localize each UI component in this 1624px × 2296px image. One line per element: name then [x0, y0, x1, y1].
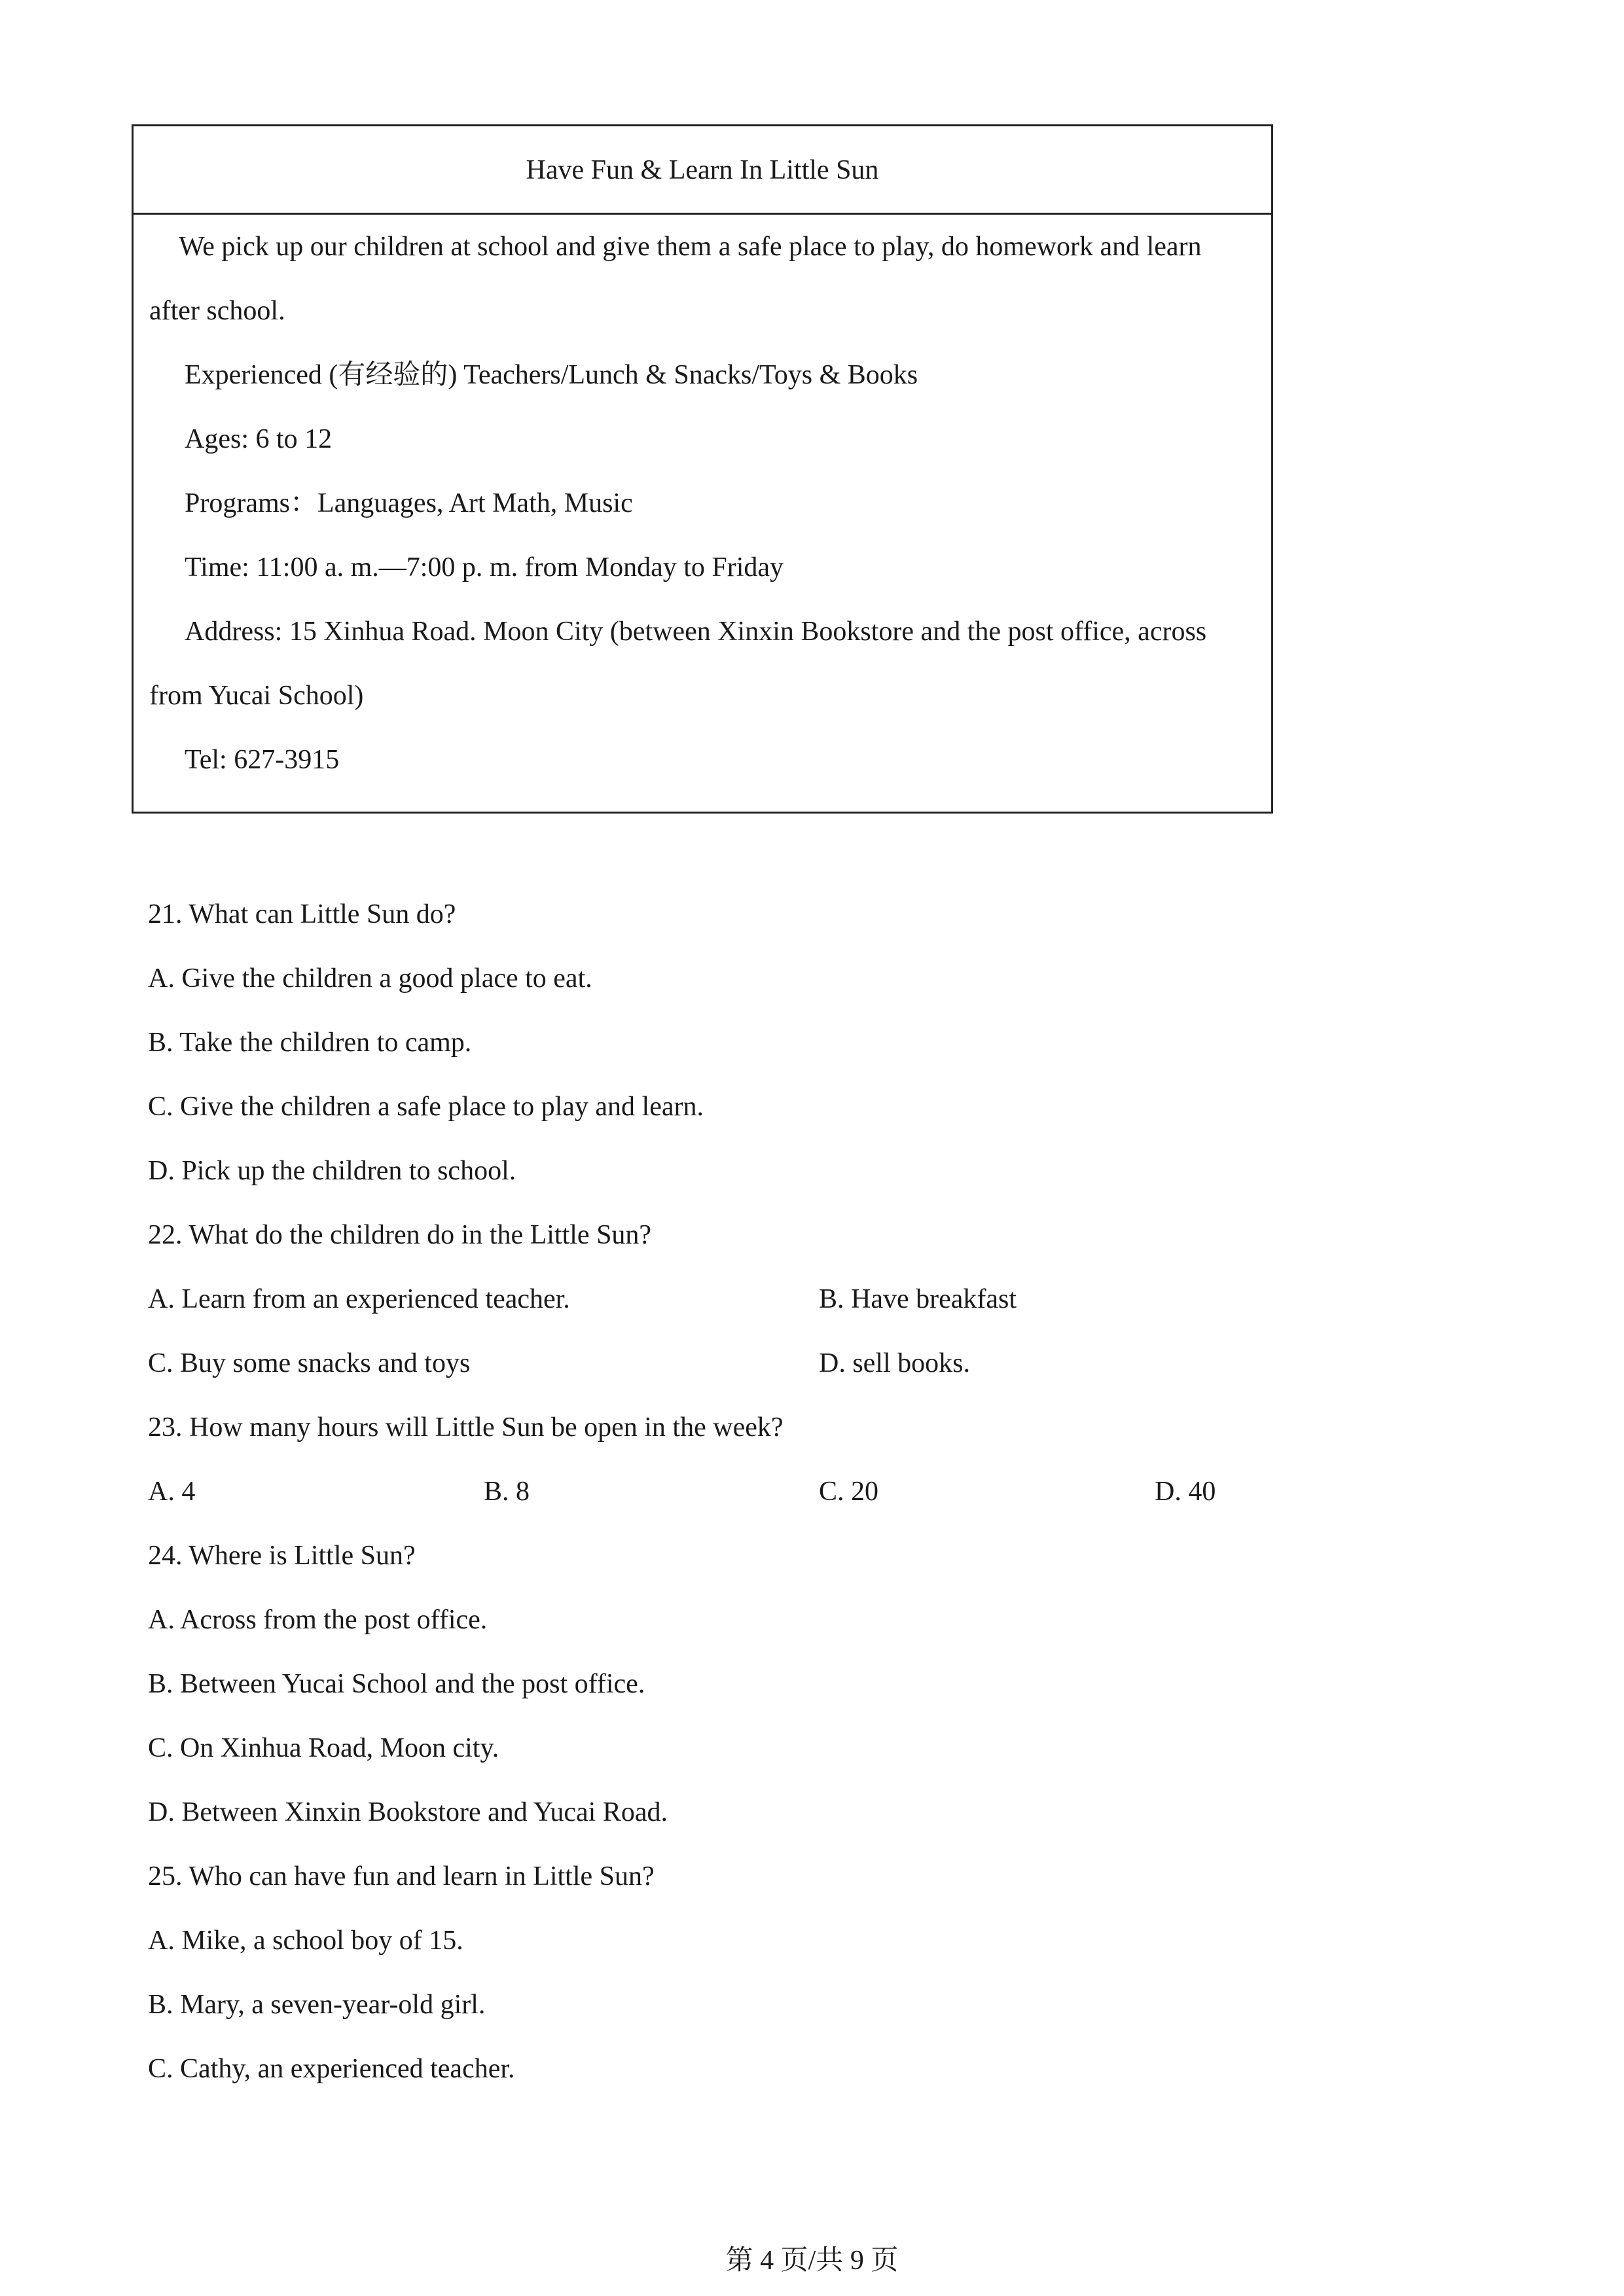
page-number-footer: 第 4 页/共 9 页 [725, 2246, 899, 2276]
question-23-option-b: B. 8 [484, 1477, 530, 1507]
questions-section [148, 882, 1457, 2101]
question-24-stem: 24. Where is Little Sun? [148, 1541, 416, 1571]
question-22-option-a: A. Learn from an experienced teacher. [148, 1284, 570, 1314]
question-25-stem: 25. Who can have fun and learn in Little Sun? [148, 1861, 655, 1892]
question-23-options [148, 1460, 1457, 1524]
question-23-option-c: C. 20 [819, 1477, 879, 1507]
question-25-option-a: A. Mike, a school boy of 15. [148, 1926, 463, 1956]
question-22-stem: 22. What do the children do in the Little Sun? [148, 1220, 652, 1250]
question-21-option-d: D. Pick up the children to school. [148, 1156, 516, 1186]
question-22-row-2 [148, 1331, 1457, 1395]
ad-title: Have Fun & Learn In Little Sun [134, 126, 1271, 215]
question-23-option-a: A. 4 [148, 1477, 196, 1507]
question-23-option-d: D. 40 [1155, 1477, 1216, 1507]
question-24-option-b: B. Between Yucai School and the post office. [148, 1669, 645, 1699]
ad-tel: Tel: 627-3915 [185, 745, 340, 775]
ad-body [134, 215, 1271, 792]
question-22-option-b: B. Have breakfast [819, 1284, 1017, 1314]
ad-time: Time: 11:00 a. m.—7:00 p. m. from Monday to Friday [185, 552, 784, 583]
ad-address-line-1: Address: 15 Xinhua Road. Moon City (between Xinxin Bookstore and the post office, across [185, 617, 1207, 647]
question-24-option-c: C. On Xinhua Road, Moon city. [148, 1733, 499, 1763]
question-22-row-1 [148, 1267, 1457, 1331]
question-21-option-b: B. Take the children to camp. [148, 1028, 472, 1058]
question-25-option-b: B. Mary, a seven-year-old girl. [148, 1990, 486, 2020]
question-24-option-d: D. Between Xinxin Bookstore and Yucai Road. [148, 1797, 668, 1827]
ad-features: Experienced (有经验的) Teachers/Lunch & Snacks/Toys & Books [185, 360, 918, 390]
question-23-stem: 23. How many hours will Little Sun be open in the week? [148, 1412, 784, 1443]
question-25-option-c: C. Cathy, an experienced teacher. [148, 2054, 515, 2084]
ad-ages: Ages: 6 to 12 [185, 424, 333, 454]
ad-address-line-2: from Yucai School) [149, 681, 364, 711]
question-21-stem: 21. What can Little Sun do? [148, 899, 456, 929]
question-21-option-a: A. Give the children a good place to eat. [148, 963, 592, 994]
question-22-option-c: C. Buy some snacks and toys [148, 1348, 471, 1378]
advertisement-box [132, 124, 1273, 814]
question-24-option-a: A. Across from the post office. [148, 1605, 488, 1635]
ad-programs: Programs：Languages, Art Math, Music [185, 488, 633, 518]
question-22-option-d: D. sell books. [819, 1348, 970, 1378]
question-21-option-c: C. Give the children a safe place to play and learn. [148, 1092, 704, 1122]
ad-intro-line-1: We pick up our children at school and give them a safe place to play, do homework and learn [179, 232, 1202, 262]
ad-intro-line-2: after school. [149, 296, 285, 326]
